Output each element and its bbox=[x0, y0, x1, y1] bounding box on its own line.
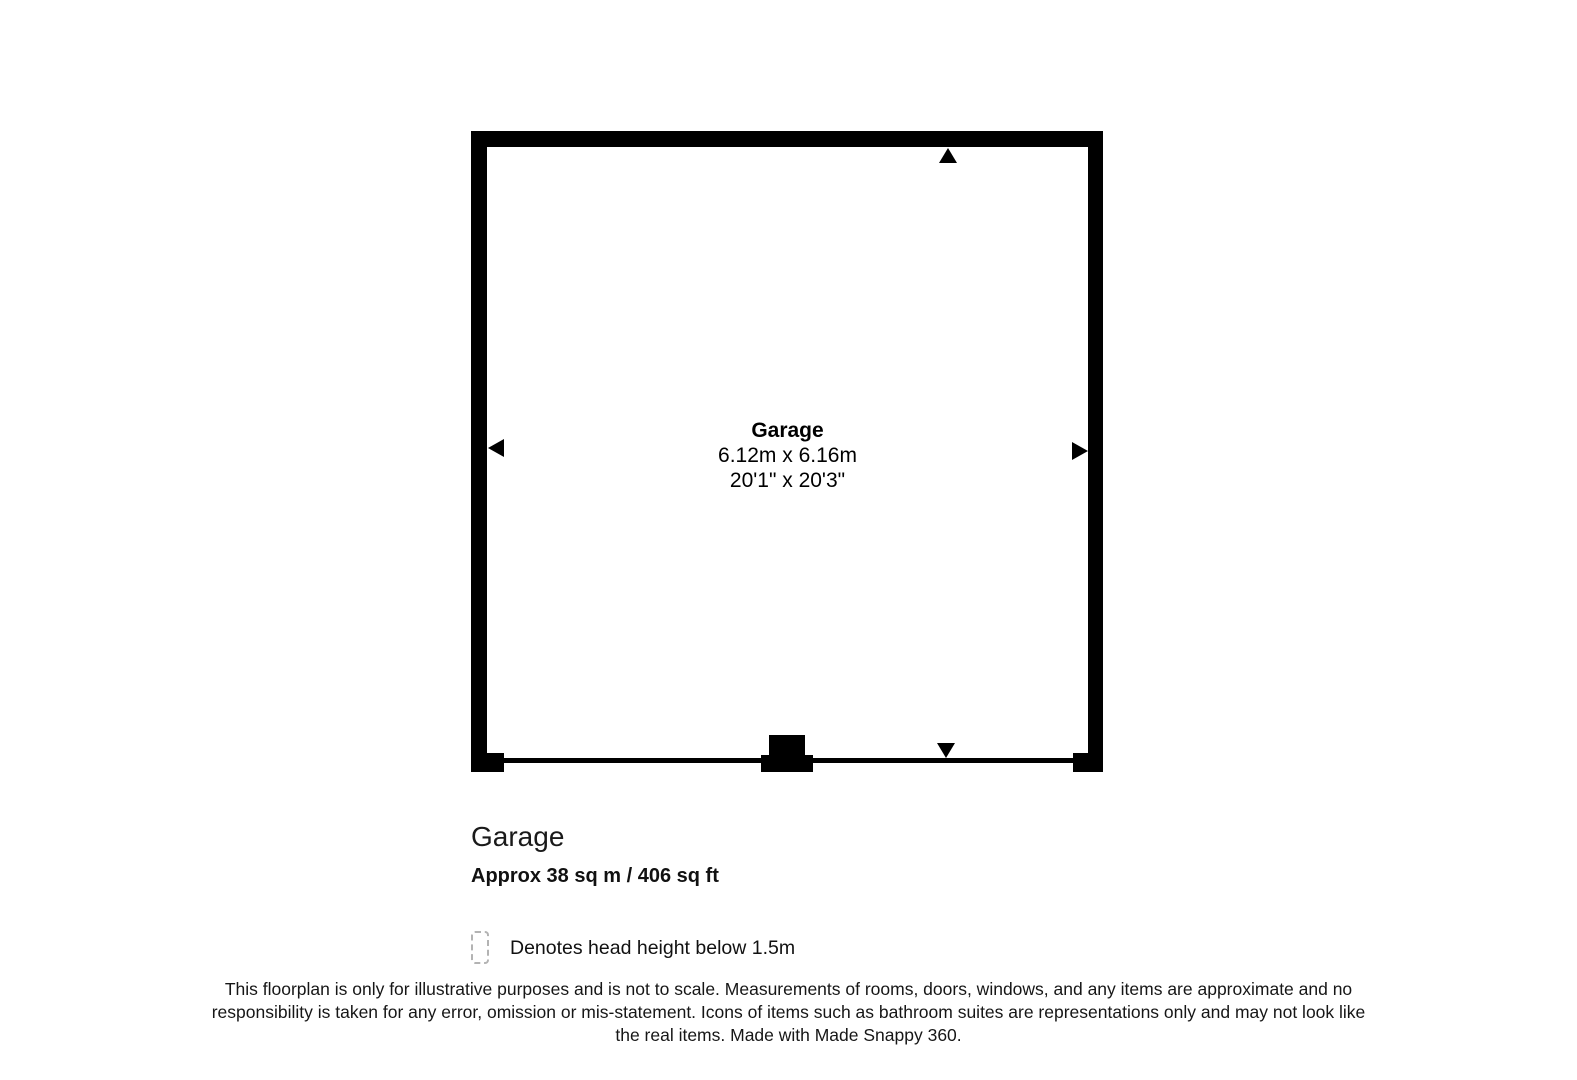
door-center-post-base bbox=[761, 755, 813, 772]
door-frame-stub-right bbox=[1073, 753, 1088, 772]
direction-marker-up-icon bbox=[939, 148, 957, 163]
disclaimer-text: This floorplan is only for illustrative purposes and is not to scale. Measurements of rooms, doors, windows, and any items are approximate and no responsibility is taken for any error, omission or mis-statement. Icons of items such as bathroom suites are representations only and may not look like the real items. Made with Made Snappy 360. bbox=[211, 979, 1366, 1045]
room-label bbox=[487, 418, 1088, 493]
wall-left bbox=[471, 131, 487, 772]
door-frame-stub-left bbox=[487, 753, 504, 772]
room-dimensions-metric: 6.12m x 6.16m bbox=[718, 444, 857, 467]
legend-label: Denotes head height below 1.5m bbox=[510, 936, 796, 959]
floor-title: Garage bbox=[471, 821, 565, 852]
garage-room-outline bbox=[471, 131, 1103, 772]
head-height-dashed-box-icon bbox=[471, 931, 489, 964]
wall-top bbox=[471, 131, 1103, 147]
wall-right bbox=[1088, 131, 1103, 772]
legend bbox=[471, 931, 795, 964]
direction-marker-down-icon bbox=[937, 743, 955, 758]
room-name: Garage bbox=[751, 419, 824, 442]
floor-summary bbox=[471, 820, 719, 888]
room-dimensions-imperial: 20'1" x 20'3" bbox=[729, 469, 846, 492]
floor-area: Approx 38 sq m / 406 sq ft bbox=[471, 865, 719, 887]
